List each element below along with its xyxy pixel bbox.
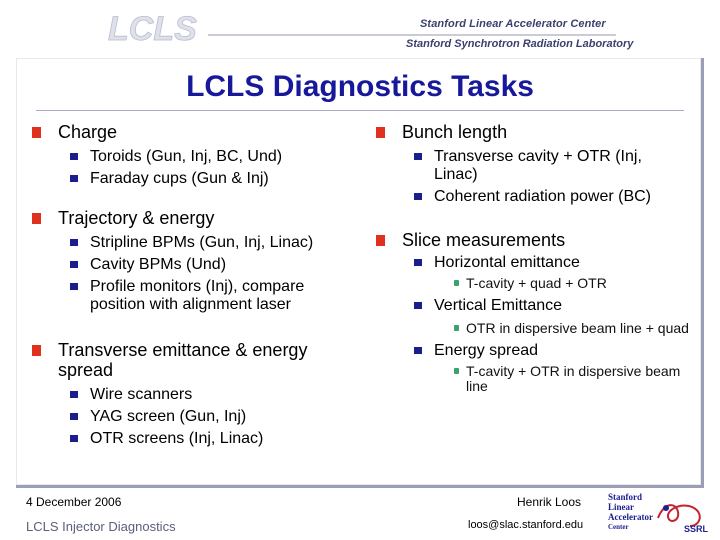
green-bullet-icon bbox=[454, 325, 459, 331]
footer-date: 4 December 2006 bbox=[26, 495, 122, 509]
list-item: Coherent radiation power (BC) bbox=[376, 188, 696, 206]
section-trajectory bbox=[32, 208, 352, 228]
blue-square-bullet-icon bbox=[414, 347, 422, 354]
list-item: Stripline BPMs (Gun, Inj, Linac) bbox=[32, 234, 352, 252]
org-line-1: Stanford Linear Accelerator Center bbox=[420, 18, 606, 30]
green-bullet-icon bbox=[454, 368, 459, 374]
sub-list-item: T-cavity + OTR in dispersive beam line bbox=[376, 364, 696, 394]
footer-presentation-title: LCLS Injector Diagnostics bbox=[26, 519, 176, 534]
slide-header bbox=[0, 0, 720, 58]
section-heading: Bunch length bbox=[402, 122, 508, 142]
section-slice-measurements bbox=[376, 230, 696, 250]
blue-square-bullet-icon bbox=[414, 193, 422, 200]
red-square-bullet-icon bbox=[32, 345, 41, 356]
blue-square-bullet-icon bbox=[70, 391, 78, 398]
title-divider bbox=[36, 110, 684, 111]
section-heading: Transverse emittance & energy spread bbox=[58, 340, 308, 380]
blue-square-bullet-icon bbox=[414, 259, 422, 266]
slac-ssrl-logo bbox=[608, 492, 712, 536]
blue-square-bullet-icon bbox=[70, 435, 78, 442]
red-square-bullet-icon bbox=[376, 235, 385, 246]
blue-square-bullet-icon bbox=[70, 413, 78, 420]
header-divider bbox=[208, 34, 616, 36]
list-item: Vertical Emittance bbox=[376, 297, 696, 315]
red-square-bullet-icon bbox=[376, 127, 385, 138]
blue-square-bullet-icon bbox=[70, 283, 78, 290]
right-column bbox=[376, 120, 696, 394]
blue-square-bullet-icon bbox=[414, 153, 422, 160]
list-item: YAG screen (Gun, Inj) bbox=[32, 408, 352, 426]
ssrl-swirl-icon bbox=[654, 496, 710, 534]
list-item: Energy spread bbox=[376, 342, 696, 360]
left-column bbox=[32, 120, 352, 448]
section-bunch-length bbox=[376, 122, 696, 142]
sub-list-item: OTR in dispersive beam line + quad bbox=[376, 321, 690, 336]
footer-author: Henrik Loos bbox=[517, 495, 582, 509]
slide-title: LCLS Diagnostics Tasks bbox=[186, 70, 534, 103]
list-item: Faraday cups (Gun & Inj) bbox=[32, 170, 352, 188]
blue-square-bullet-icon bbox=[70, 175, 78, 182]
section-charge bbox=[32, 122, 352, 142]
svg-text:SSRL: SSRL bbox=[684, 524, 709, 534]
blue-square-bullet-icon bbox=[70, 261, 78, 268]
red-square-bullet-icon bbox=[32, 213, 41, 224]
org-line-2: Stanford Synchrotron Radiation Laboratory bbox=[406, 38, 634, 50]
slac-logo-text: Stanford Linear Accelerator Center bbox=[608, 492, 653, 531]
sub-list-item: T-cavity + quad + OTR bbox=[376, 276, 696, 291]
list-item: Transverse cavity + OTR (Inj, Linac) bbox=[376, 148, 684, 184]
section-heading: Charge bbox=[58, 122, 118, 142]
green-bullet-icon bbox=[454, 280, 459, 286]
list-item: OTR screens (Inj, Linac) bbox=[32, 430, 352, 448]
list-item: Wire scanners bbox=[32, 386, 352, 404]
section-heading: Trajectory & energy bbox=[58, 208, 215, 228]
lcls-logo bbox=[104, 8, 204, 48]
blue-square-bullet-icon bbox=[414, 302, 422, 309]
blue-square-bullet-icon bbox=[70, 153, 78, 160]
blue-square-bullet-icon bbox=[70, 239, 78, 246]
section-heading: Slice measurements bbox=[402, 230, 566, 250]
footer-email: loos@slac.stanford.edu bbox=[468, 519, 584, 531]
list-item: Toroids (Gun, Inj, BC, Und) bbox=[32, 148, 352, 166]
list-item: Profile monitors (Inj), compare position with alignment laser bbox=[32, 278, 350, 314]
lcls-logo-text: LCLS bbox=[108, 10, 197, 48]
list-item: Horizontal emittance bbox=[376, 254, 696, 272]
list-item: Cavity BPMs (Und) bbox=[32, 256, 352, 274]
red-square-bullet-icon bbox=[32, 127, 41, 138]
section-transverse-emittance bbox=[32, 340, 358, 380]
